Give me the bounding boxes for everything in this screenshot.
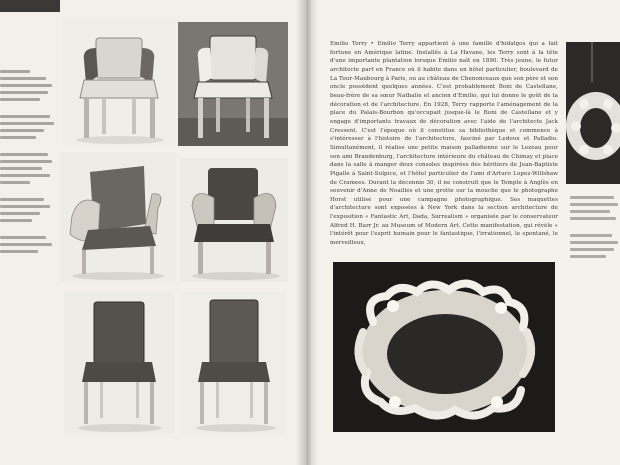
caption-line xyxy=(570,203,618,206)
caption-line xyxy=(0,91,48,94)
caption-line xyxy=(570,241,618,244)
lounge-chair-photo xyxy=(60,152,176,282)
side-chair-photo-2 xyxy=(182,292,286,434)
caption-line xyxy=(0,219,32,222)
left-page xyxy=(0,0,306,465)
caption-line xyxy=(570,196,614,199)
right-caption-column xyxy=(570,196,620,262)
mirror-photo xyxy=(333,262,555,432)
side-chair-illustration xyxy=(182,292,286,434)
caption-line xyxy=(570,248,614,251)
caption-line xyxy=(0,115,50,118)
side-chair-illustration xyxy=(64,292,174,434)
caption-line xyxy=(0,243,52,246)
caption-line xyxy=(0,136,36,139)
caption-line xyxy=(0,181,30,184)
top-edge-bar xyxy=(0,0,60,12)
body-text xyxy=(330,40,558,248)
caption-line xyxy=(0,212,40,215)
caption-line xyxy=(570,255,606,258)
armchair-illustration xyxy=(62,18,176,146)
caption-line xyxy=(0,98,40,101)
caption-line xyxy=(570,234,612,237)
armchair-illustration xyxy=(178,22,288,146)
caption-line xyxy=(0,250,38,253)
lounge-chair-illustration xyxy=(60,152,176,282)
caption-line xyxy=(0,198,44,201)
caption-line xyxy=(0,205,50,208)
caption-line xyxy=(0,167,42,170)
body-paragraph: Emilio Terry • Emilio Terry appartient à une famille d'hidalgos qui a fait fortune en Amérique latine. Installés à La Havane, les Terry sont à la tête d'une importante plantation lorsque Emilio naît en 1890. Très jeune, le futur architecte part en France où il habite dans un hôtel particulier, boulevard de La Tour-Maubourg à Paris, ou au château de Chenonceaux que son père et son oncle possèdent quelques années. C'est probablement Boni de Castellane, beau-frère de sa sœur Nathalie et ancien d'Emilio, qui lui donne le goût de la décoration et de l'architecture. En 1928, Terry rapporte l'aménagement de la place du Palais-Bourbon qu'occupait jusque-là le Boni de Castellane et y engage d'importants travaux de décoration avec l'aide de l'architecte Jack Cressent. C'est l'époque où il constitue sa bibliothèque et commence à s'intéresser à l'histoire de l'architecture, fasciné par Ledoux et Palladio. Simultanément, il réalise une petite maison palladienne sur le Lezeau pour son ami Brandenburg, l'architecture intérieure du château de Chimay et place dans la salle à manger deux consoles inspirées des héritiers de Jean-Baptiste Pigalle à Saint-Sulpice, et l'hôtel particulier de l'ami d'Arturo Lopez-Willshaw de Cramees. Durant la décennie 30, il ne construit que le Temple à Anglès en souvenir d'Anne de Noailles et une grotte sur la mouche que le photographe Horst utilise pour une campagne photographique. Ses maquettes d'architecture sont exposées à New York dans la section architecture de l'exposition « Fantastic Art, Dada, Surrealism » organisée par le conservateur Alfred H. Barr Jr. au Museum of Modern Art. Cette manifestation, qui révèle « l'intérêt pour l'esprit humain pour le fantastique, l'irrationnel, le spontané, le merveilleux, xyxy=(330,41,558,247)
ornament-ring-illustration xyxy=(566,42,620,184)
book-gutter-shadow xyxy=(296,0,318,465)
left-caption-column xyxy=(0,70,58,257)
caption-line xyxy=(0,236,46,239)
caption-line xyxy=(0,84,52,87)
caption-line xyxy=(0,70,30,73)
caption-line xyxy=(0,160,52,163)
armchair-photo-1 xyxy=(62,18,176,146)
caption-line xyxy=(0,122,54,125)
baroque-mirror-illustration xyxy=(333,262,555,432)
ornament-thumbnail-photo xyxy=(566,42,620,184)
caption-line xyxy=(0,77,46,80)
armchair-illustration xyxy=(180,158,288,282)
caption-line xyxy=(0,129,44,132)
armchair-photo-2 xyxy=(178,22,288,146)
caption-line xyxy=(0,153,48,156)
caption-line xyxy=(570,210,610,213)
side-chair-photo-1 xyxy=(64,292,174,434)
caption-line xyxy=(0,174,50,177)
armchair-photo-3 xyxy=(180,158,288,282)
caption-line xyxy=(570,217,616,220)
